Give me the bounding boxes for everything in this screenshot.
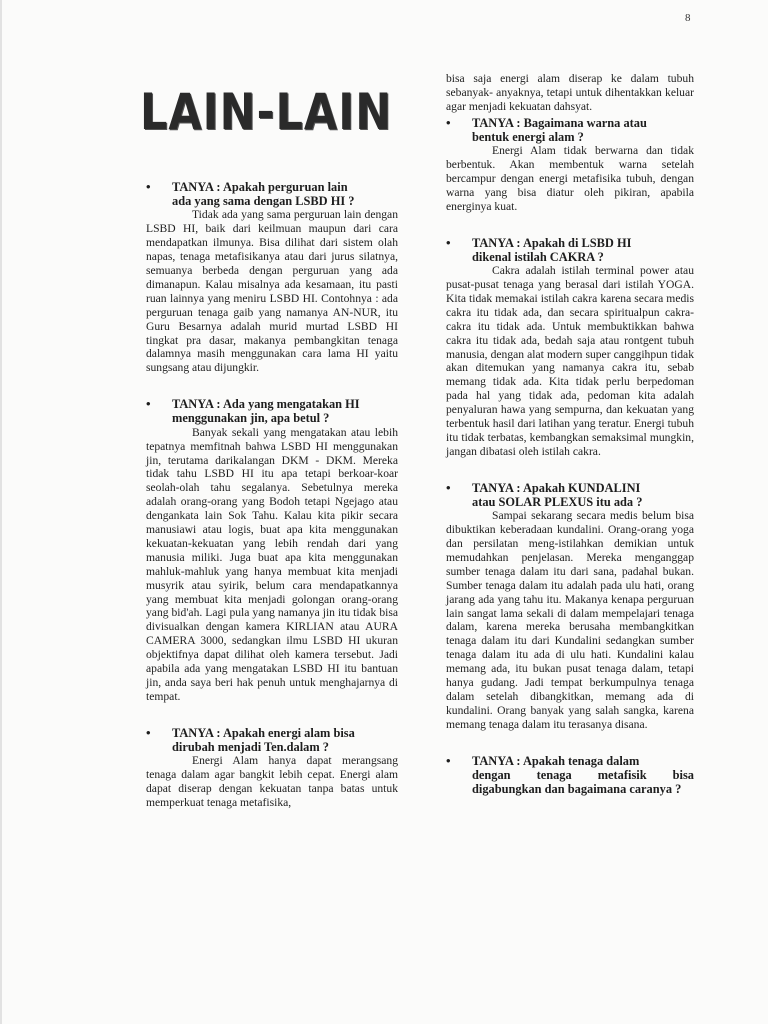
answer-text: Sampai sekarang secara medis belum bisa dibuktikan keberadaan kundalini. Orang-orang yoga dan persilatan meng-istilahkan demikian untuk memudahkan penjelasan. Mereka menganggap sumber tenaga dalam itu dari sana, padahal bukan. Sumber tenaga dalam itu adalah pada ulu hati, orang jarang ada yang tahu itu. Makanya kenapa perguruan lain sangat lama sekali di dalam mempelajari tenaga dalam, karena mereka berusaha membangkitkan tenaga dalam itu dari Kundalini sedangkan sumber tenaga dalam itu ada di ulu hati. Kundalini kalau memang ada, itu bukan pusat tenaga dalam, tetapi hanya gudang. Jadi tempat berkumpulnya tenaga dalam setelah dibangkitkan, memang ada di kundalini. Orang banyak yang salah sangka, karena memang tenaga dalam itu terasanya disana. [446,509,694,731]
question-line: • TANYA : Bagaimana warna atau [472,115,647,130]
answer-text: Tidak ada yang sama perguruan lain dengan LSBD HI, baik dari keilmuan maupun dari cara mendapatkan ilmunya. Bisa dilihat dari sistem olah napas, tenaga metafisikanya atau dari jurus silatnya, semuanya berbeda dengan perguruan yang ada dimanapun. Kalau misalnya ada kesamaan, itu pasti ruan lainnya yang meniru LSBD HI. Contohnya : ada perguruan tenaga gaib yang namanya AN-NUR, itu Guru Besarnya adalah murid murtad LSBD HI tingkat pra dasar, makanya pembangkitan tenaga dalamnya masih menggunakan cara lama HI yaitu sungsang atau dijungkir. [146,208,398,375]
qa-section-gabungan-tenaga [446,754,694,797]
qa-section-warna-energi [446,116,694,214]
question-line: dikenal istilah CAKRA ? [472,249,604,264]
question-line: atau SOLAR PLEXUS itu ada ? [472,494,643,509]
question-line: ada yang sama dengan LSBD HI ? [172,194,355,209]
question [446,481,694,509]
page-number: 8 [685,12,691,24]
question-line: dengan tenaga metafisik bisa digabungkan dan bagaimana caranya ? [472,767,694,797]
continued-text: bisa saja energi alam diserap ke dalam tubuh sebanyak- anyaknya, tetapi untuk dihentakkan keluar agar menjadi kekuatan dahsyat. [446,72,694,113]
qa-section-cakra [446,236,694,459]
question-line: • TANYA : Apakah di LSBD HI [472,235,632,250]
right-column [446,72,694,796]
qa-section-energi-alam [146,726,398,810]
question-line: • TANYA : Apakah energi alam bisa [172,725,355,740]
qa-section-perguruan [146,180,398,375]
question-line: bentuk energi alam ? [472,129,584,144]
qa-section-jin [146,397,398,704]
answer-text: Energi Alam hanya dapat merangsang tenaga dalam agar bangkit lebih cepat. Energi alam dapat diserap dengan kekuatan tanpa batas untuk memperkuat tenaga metafisika, [146,754,398,809]
question [146,726,398,754]
page-edge [0,0,2,1024]
question [446,116,694,144]
answer-text: Banyak sekali yang mengatakan atau lebih tepatnya memfitnah bahwa LSBD HI menggunakan jin, terutama darikalangan DKM - DKM. Mereka tidak tahu LSBD HI itu apa tetapi berkoar-koar seolah-olah tahu segalanya. Sebetulnya mereka adalah orang-orang yang Bodoh tetapi Ngejago atau dengankata lain Sok Tahu. Kalau kita pikir secara manusiawi atau logis, buat apa kita menggunakan kekuatan-kekuatan yang lebih rendah dari yang manusia miliki. Juga buat apa kita menggunakan mahluk-mahluk yang hanya membuat kita menjadi musyrik atau syirik, belum cara mendapatkannya yang membuat kita menjadi golongan orang-orang yang bid'ah. Lagi pula yang namanya jin itu tidak bisa divisualkan dengan kamera KIRLIAN atau AURA CAMERA 3000, sedangkan ilmu LSBD HI ukuran objektifnya dapat dilihat oleh kamera tersebut. Jadi apabila ada yang mengatakan LSBD HI itu bantuan jin, anda saya beri hak penuh untuk menghajarnya di tempat. [146,425,398,703]
page-title: LAIN-LAIN [140,84,393,142]
answer-text: Cakra adalah istilah terminal power atau pusat-pusat tenaga yang berasal dari istilah YOGA. Kita tidak memakai istilah cakra karena secara medis cakra itu tidak ada, dan secara spiritualpun cakra-cakra itu tidak ada. Untuk membuktikkan bahwa cakra itu tidak ada, bedah saja atau rontgent tubuh manusia, dengan alat modern super canggihpun tidak akan ditemukan yang namanya cakra itu, sebab memang tidak ada. Kita tidak perlu berpedoman pada hal yang tidak ada, pedoman kita adalah penyaluran hawa yang sempurna, dan kekuatan yang terbentuk hasil dari latihan yang teratur. Energi tubuh itu tidak terbatas, kembangkan semaksimal mungkin, jangan dibatasi oleh istilah cakra. [446,264,694,458]
question-line: • TANYA : Apakah KUNDALINI [472,480,641,495]
answer-text: Energi Alam tidak berwarna dan tidak berbentuk. Akan membentuk warna setelah bercampur dengan energi metafisika tubuh, dengan warna yang bisa diatur oleh pikiran, apabila energinya kuat. [446,144,694,213]
question-line: menggunakan jin, apa betul ? [172,411,330,426]
qa-section-kundalini [446,481,694,732]
question [446,754,694,797]
question-line: • TANYA : Ada yang mengatakan HI [172,397,360,412]
question-line: • TANYA : Apakah perguruan lain [172,180,348,194]
question [146,180,398,208]
question [446,236,694,264]
left-column [146,180,398,810]
question-line: dirubah menjadi Ten.dalam ? [172,740,329,755]
question [146,397,398,425]
question-line: • TANYA : Apakah tenaga dalam [472,753,640,768]
